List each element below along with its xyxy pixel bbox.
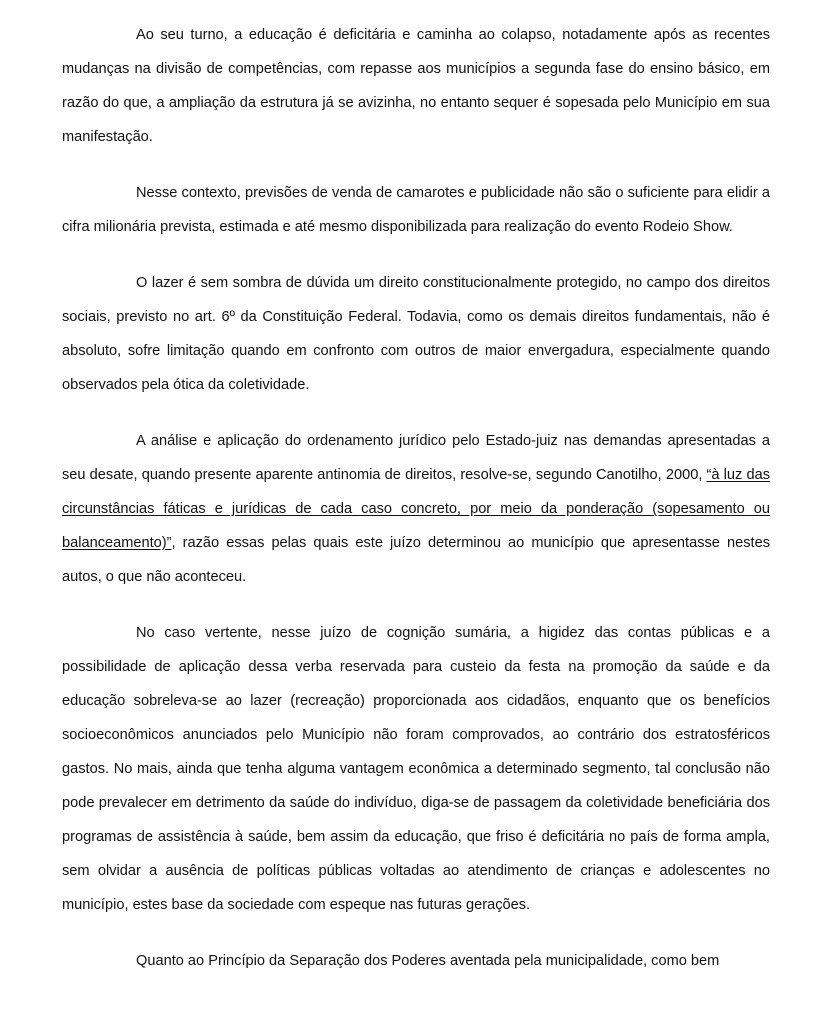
canotilho-quote: “à luz das circunstâncias fáticas e jurídicas de cada caso concreto, por meio da ponderação (sopesamento ou balanceamento)” xyxy=(62,467,770,551)
paragraph-analysis xyxy=(62,424,770,594)
paragraph-context: Nesse contexto, previsões de venda de camarotes e publicidade não são o suficiente para elidir a cifra milionária prevista, estimada e até mesmo disponibilizada para realização do evento Rodeio Show. xyxy=(62,185,770,235)
paragraph-education: Ao seu turno, a educação é deficitária e caminha ao colapso, notadamente após as recentes mudanças na divisão de competências, com repasse aos municípios a segunda fase do ensino básico, em razão do que, a ampliação da estrutura já se avizinha, no entanto sequer é sopesada pelo Município em sua manifestação. xyxy=(62,27,770,145)
paragraph-separation-of-powers: Quanto ao Princípio da Separação dos Poderes aventada pela municipalidade, como bem xyxy=(136,953,720,969)
paragraph-case: No caso vertente, nesse juízo de cognição sumária, a higidez das contas públicas e a possibilidade de aplicação dessa verba reservada para custeio da festa na promoção da saúde e da educação sobreleva-se ao lazer (recreação) proporcionada aos cidadãos, enquanto que os benefícios socioeconômicos anunciados pelo Município não foram comprovados, ao contrário dos estratosféricos gastos. No mais, ainda que tenha alguma vantagem econômica a determinado segmento, tal conclusão não pode prevalecer em detrimento da saúde do indivíduo, diga-se de passagem da coletividade beneficiária dos programas de assistência à saúde, bem assim da educação, que friso é deficitária no país de forma ampla, sem olvidar a ausência de políticas públicas voltadas ao atendimento de crianças e adolescentes no município, estes base da sociedade com espeque nas futuras gerações. xyxy=(62,625,770,913)
paragraph-analysis-conclusion: , razão essas pelas quais este juízo determinou ao município que apresentasse nestes autos, o que não aconteceu. xyxy=(62,535,770,585)
paragraph-leisure: O lazer é sem sombra de dúvida um direito constitucionalmente protegido, no campo dos direitos sociais, previsto no art. 6º da Constituição Federal. Todavia, como os demais direitos fundamentais, não é absoluto, sofre limitação quando em confronto com outros de maior envergadura, especialmente quando observados pela ótica da coletividade. xyxy=(62,275,770,393)
document-page xyxy=(62,18,770,978)
paragraph-analysis-intro: A análise e aplicação do ordenamento jurídico pelo Estado-juiz nas demandas apresentadas a seu desate, quando presente aparente antinomia de direitos, resolve-se, segundo Canotilho, 2000, xyxy=(62,433,770,483)
